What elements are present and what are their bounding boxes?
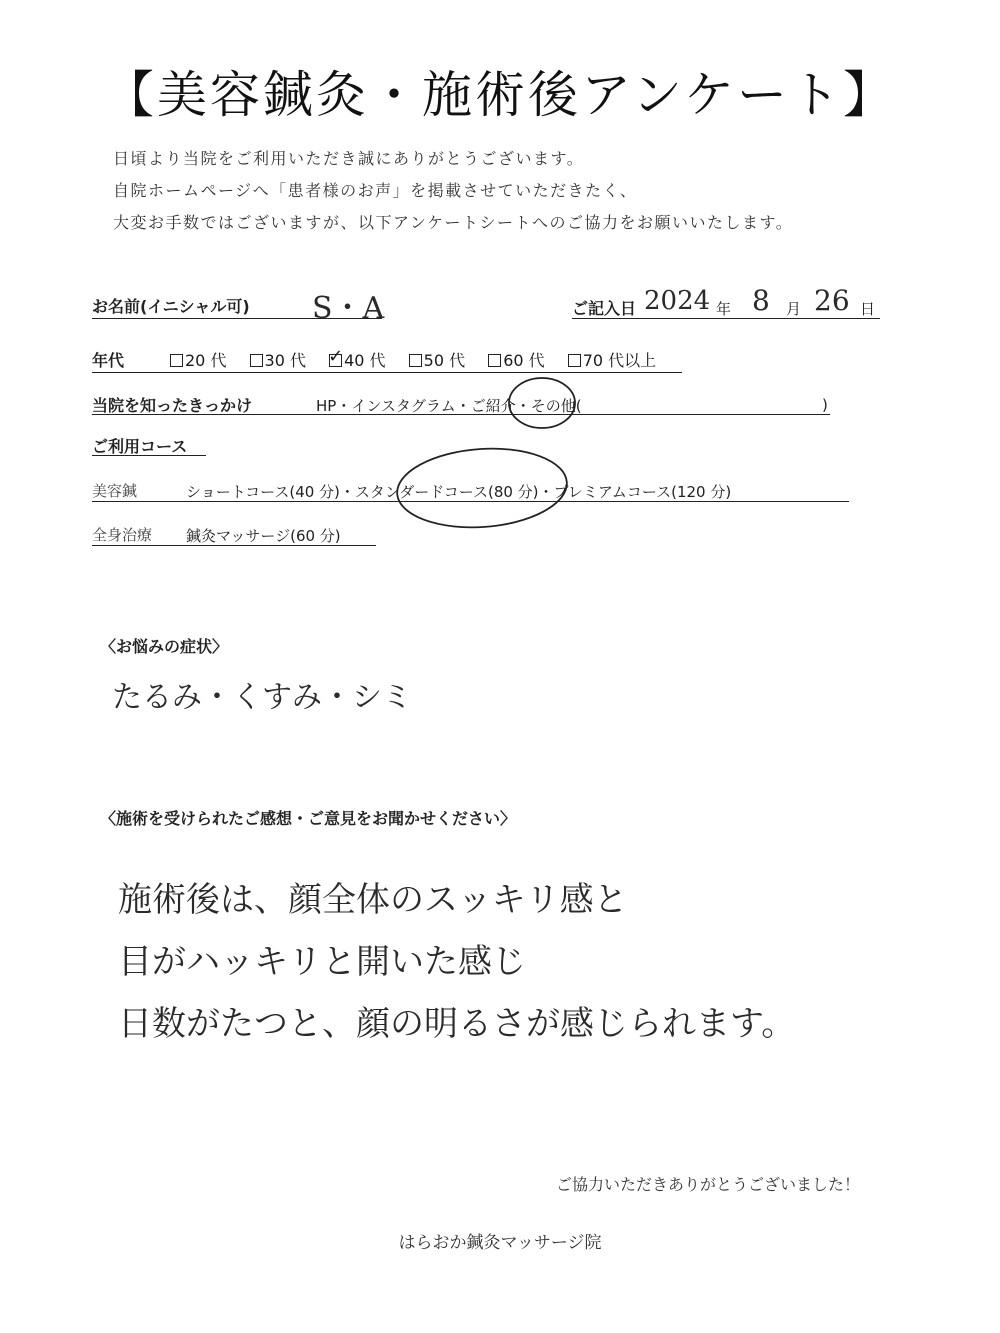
checkbox-icon[interactable] [250,354,263,367]
age-option-70[interactable]: 70 代以上 [568,348,656,371]
intro-line-2: 自院ホームページへ「患者様のお声」を掲載させていただきたく、 [113,181,638,200]
name-value: S・A [312,291,385,326]
page-title: 【美容鍼灸・施術後アンケート】 [104,66,896,124]
impressions-header: 〈施術を受けられたご感想・ご意見をお聞かせください〉 [100,809,517,828]
date-month-unit: 月 [786,300,802,318]
course-selection-circle [392,444,572,532]
date-label: ご記入日 [572,299,637,318]
name-underline [92,318,382,319]
checkbox-icon[interactable] [409,354,422,367]
thanks-message: ご協力いただきありがとうございました！ [556,1175,861,1194]
intro-line-1: 日頃より当院をご利用いただき誠にありがとうございます。 [113,149,585,168]
age-label: 年代 [92,351,125,370]
date-underline [572,318,880,319]
age-option-20[interactable]: 20 代 [170,348,226,371]
intro-line-3: 大変お手数ではございますが、以下アンケートシートへのご協力をお願いいたします。 [113,213,794,232]
course-zenshin-underline [92,545,376,546]
age-option-60[interactable]: 60 代 [488,348,544,371]
age-option-30[interactable]: 30 代 [250,348,306,371]
date-month: 8 [752,284,770,317]
checkbox-checked-icon[interactable] [328,346,344,367]
date-day: 26 [814,284,850,317]
age-option-40[interactable]: ✓ 40 代 [328,346,386,370]
name-label: お名前(イニシャル可) [92,297,250,316]
checkbox-icon[interactable] [568,354,581,367]
symptoms-value: たるみ・くすみ・シミ [112,680,412,715]
clinic-name: はらおか鍼灸マッサージ院 [398,1233,602,1253]
impressions-line-3: 日数がたつと、顔の明るさが感じられます。 [118,1004,796,1044]
checkbox-icon[interactable] [170,354,183,367]
source-selection-circle [505,374,580,432]
source-close-paren: ) [822,396,828,414]
course-biyou-options: ショートコース(40 分)・スタンダードコース(80 分)・プレミアムコース(120 分) [186,483,732,501]
date-day-unit: 日 [860,300,876,318]
course-zenshin-options: 鍼灸マッサージ(60 分) [186,527,341,545]
checkbox-icon[interactable] [488,354,501,367]
age-option-50[interactable]: 50 代 [409,348,465,371]
course-zenshin-label: 全身治療 [92,526,153,544]
course-biyou-label: 美容鍼 [92,482,138,500]
source-label: 当院を知ったきっかけ [92,396,253,415]
course-header-underline [92,455,206,456]
impressions-line-2: 目がハッキリと開いた感じ [118,942,526,982]
date-year: 2024 [644,286,711,316]
source-options: HP・インスタグラム・ご紹介・その他( [316,397,582,415]
age-underline [92,372,682,373]
symptoms-header: 〈お悩みの症状〉 [100,637,229,656]
source-underline [92,414,830,415]
check-mark-icon: ✓ [328,346,344,367]
impressions-line-1: 施術後は、顔全体のスッキリ感と [118,880,628,920]
course-header: ご利用コース [92,437,188,456]
date-year-unit: 年 [716,300,732,318]
age-options [170,348,674,371]
